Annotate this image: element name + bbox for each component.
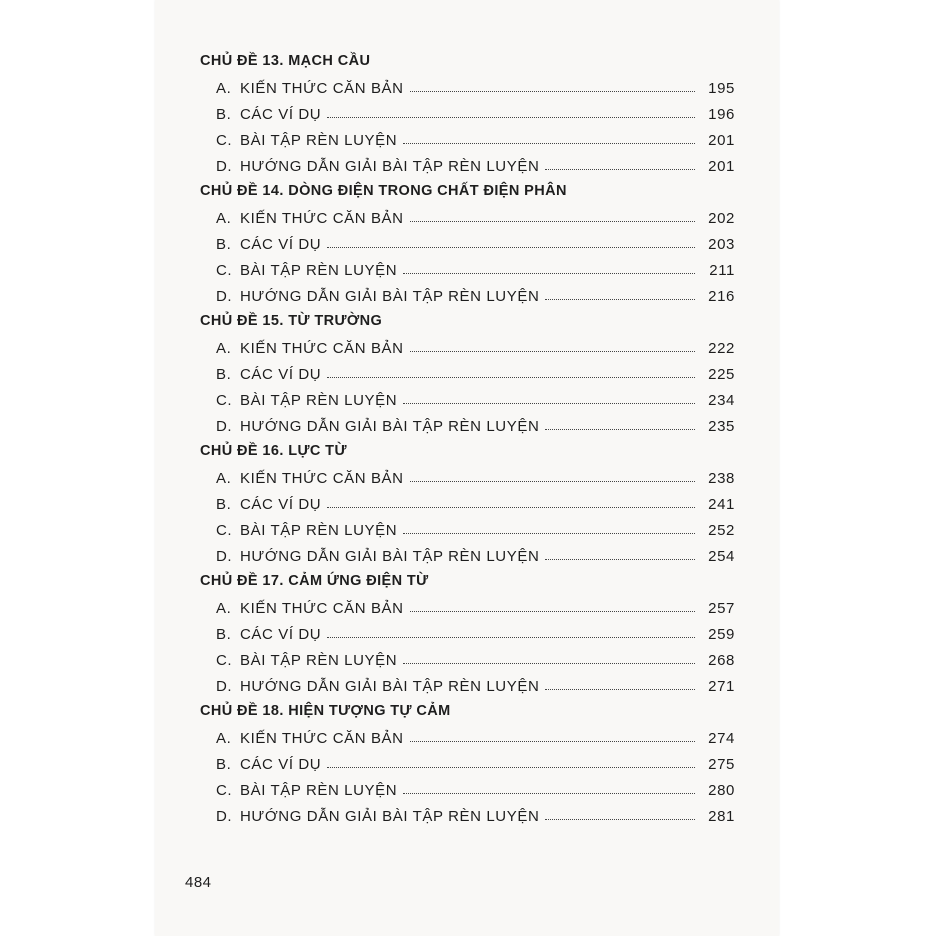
table-of-contents (200, 48, 735, 828)
entry-page-number: 216 (708, 288, 735, 305)
entry-page-number: 241 (708, 496, 735, 513)
chapter-title: CHỦ ĐỀ 16. LỰC TỪ (200, 443, 347, 459)
entry-title: BÀI TẬP RÈN LUYỆN (240, 522, 398, 539)
toc-entry (200, 230, 735, 256)
entry-page-number: 238 (708, 470, 735, 487)
entry-title: CÁC VÍ DỤ (240, 366, 322, 383)
toc-entry (200, 594, 735, 620)
entry-letter: B. (216, 366, 232, 383)
toc-entry (200, 802, 735, 828)
entry-page-number: 222 (708, 340, 735, 357)
toc-entry (200, 256, 735, 282)
entry-title: BÀI TẬP RÈN LUYỆN (240, 132, 398, 149)
entry-title: HƯỚNG DẪN GIẢI BÀI TẬP RÈN LUYỆN (240, 418, 540, 435)
dot-leader (327, 507, 695, 508)
dot-leader (545, 689, 695, 690)
toc-entry (200, 360, 735, 386)
chapter-title: CHỦ ĐỀ 14. DÒNG ĐIỆN TRONG CHẤT ĐIỆN PHÂN (200, 183, 567, 199)
entry-title: KIẾN THỨC CĂN BẢN (240, 340, 404, 357)
toc-entry (200, 334, 735, 360)
entry-letter: A. (216, 730, 232, 747)
chapter-16 (200, 438, 735, 568)
entry-letter: B. (216, 236, 232, 253)
entry-title: KIẾN THỨC CĂN BẢN (240, 730, 404, 747)
entry-page-number: 280 (708, 782, 735, 799)
entry-letter: B. (216, 106, 232, 123)
entry-page-number: 268 (708, 652, 735, 669)
dot-leader (327, 377, 695, 378)
dot-leader (403, 793, 695, 794)
dot-leader (327, 767, 695, 768)
entry-title: CÁC VÍ DỤ (240, 756, 322, 773)
toc-entry (200, 724, 735, 750)
entry-title: KIẾN THỨC CĂN BẢN (240, 80, 404, 97)
dot-leader (545, 299, 695, 300)
entry-letter: A. (216, 80, 232, 97)
toc-entry (200, 126, 735, 152)
dot-leader (327, 117, 695, 118)
page-number: 484 (185, 874, 212, 891)
entry-page-number: 274 (708, 730, 735, 747)
entry-page-number: 195 (708, 80, 735, 97)
dot-leader (545, 559, 695, 560)
dot-leader (410, 91, 695, 92)
entry-letter: D. (216, 418, 233, 435)
dot-leader (403, 273, 695, 274)
dot-leader (327, 637, 695, 638)
chapter-17 (200, 568, 735, 698)
entry-page-number: 196 (708, 106, 735, 123)
entry-title: CÁC VÍ DỤ (240, 496, 322, 513)
entry-letter: A. (216, 600, 232, 617)
dot-leader (545, 429, 695, 430)
entry-title: HƯỚNG DẪN GIẢI BÀI TẬP RÈN LUYỆN (240, 548, 540, 565)
chapter-title: CHỦ ĐỀ 15. TỪ TRƯỜNG (200, 313, 383, 329)
entry-page-number: 259 (708, 626, 735, 643)
dot-leader (410, 221, 695, 222)
entry-letter: D. (216, 808, 233, 825)
toc-entry (200, 412, 735, 438)
entry-page-number: 275 (708, 756, 735, 773)
dot-leader (545, 169, 695, 170)
toc-entry (200, 542, 735, 568)
toc-entry (200, 282, 735, 308)
entry-page-number: 202 (708, 210, 735, 227)
toc-entry (200, 152, 735, 178)
entry-title: HƯỚNG DẪN GIẢI BÀI TẬP RÈN LUYỆN (240, 158, 540, 175)
dot-leader (403, 533, 695, 534)
entry-page-number: 201 (708, 158, 735, 175)
entry-title: HƯỚNG DẪN GIẢI BÀI TẬP RÈN LUYỆN (240, 808, 540, 825)
entry-letter: A. (216, 210, 232, 227)
dot-leader (403, 663, 695, 664)
entry-title: BÀI TẬP RÈN LUYỆN (240, 652, 398, 669)
chapter-14 (200, 178, 735, 308)
toc-entry (200, 776, 735, 802)
toc-entry (200, 464, 735, 490)
entry-title: BÀI TẬP RÈN LUYỆN (240, 262, 398, 279)
entry-letter: C. (216, 392, 233, 409)
entry-letter: B. (216, 496, 232, 513)
entry-title: CÁC VÍ DỤ (240, 626, 322, 643)
toc-entry (200, 490, 735, 516)
entry-letter: C. (216, 522, 233, 539)
dot-leader (410, 351, 695, 352)
entry-page-number: 281 (708, 808, 735, 825)
entry-title: KIẾN THỨC CĂN BẢN (240, 210, 404, 227)
entry-letter: C. (216, 782, 233, 799)
entry-letter: D. (216, 288, 233, 305)
entry-title: CÁC VÍ DỤ (240, 236, 322, 253)
toc-entry (200, 100, 735, 126)
toc-entry (200, 672, 735, 698)
entry-title: HƯỚNG DẪN GIẢI BÀI TẬP RÈN LUYỆN (240, 288, 540, 305)
dot-leader (403, 143, 695, 144)
dot-leader (403, 403, 695, 404)
dot-leader (410, 741, 695, 742)
toc-entry (200, 750, 735, 776)
entry-letter: C. (216, 132, 233, 149)
entry-letter: D. (216, 548, 233, 565)
entry-page-number: 203 (708, 236, 735, 253)
chapter-15 (200, 308, 735, 438)
entry-page-number: 257 (708, 600, 735, 617)
toc-entry (200, 620, 735, 646)
entry-title: BÀI TẬP RÈN LUYỆN (240, 782, 398, 799)
entry-page-number: 271 (708, 678, 735, 695)
entry-page-number: 234 (708, 392, 735, 409)
entry-letter: A. (216, 340, 232, 357)
entry-letter: D. (216, 678, 233, 695)
entry-letter: A. (216, 470, 232, 487)
toc-entry (200, 516, 735, 542)
toc-entry (200, 204, 735, 230)
chapter-title: CHỦ ĐỀ 17. CẢM ỨNG ĐIỆN TỪ (200, 573, 429, 589)
entry-letter: C. (216, 652, 233, 669)
chapter-13 (200, 48, 735, 178)
dot-leader (410, 481, 695, 482)
toc-entry (200, 386, 735, 412)
dot-leader (545, 819, 695, 820)
entry-title: CÁC VÍ DỤ (240, 106, 322, 123)
toc-entry (200, 646, 735, 672)
entry-page-number: 252 (708, 522, 735, 539)
entry-page-number: 211 (709, 262, 735, 279)
entry-page-number: 201 (708, 132, 735, 149)
entry-page-number: 225 (708, 366, 735, 383)
entry-title: HƯỚNG DẪN GIẢI BÀI TẬP RÈN LUYỆN (240, 678, 540, 695)
toc-entry (200, 74, 735, 100)
chapter-18 (200, 698, 735, 828)
entry-title: BÀI TẬP RÈN LUYỆN (240, 392, 398, 409)
entry-title: KIẾN THỨC CĂN BẢN (240, 600, 404, 617)
chapter-title: CHỦ ĐỀ 13. MẠCH CẦU (200, 53, 371, 69)
entry-letter: D. (216, 158, 233, 175)
dot-leader (410, 611, 695, 612)
chapter-title: CHỦ ĐỀ 18. HIỆN TƯỢNG TỰ CẢM (200, 703, 451, 719)
entry-page-number: 235 (708, 418, 735, 435)
dot-leader (327, 247, 695, 248)
entry-page-number: 254 (708, 548, 735, 565)
entry-letter: B. (216, 756, 232, 773)
entry-letter: B. (216, 626, 232, 643)
entry-letter: C. (216, 262, 233, 279)
entry-title: KIẾN THỨC CĂN BẢN (240, 470, 404, 487)
